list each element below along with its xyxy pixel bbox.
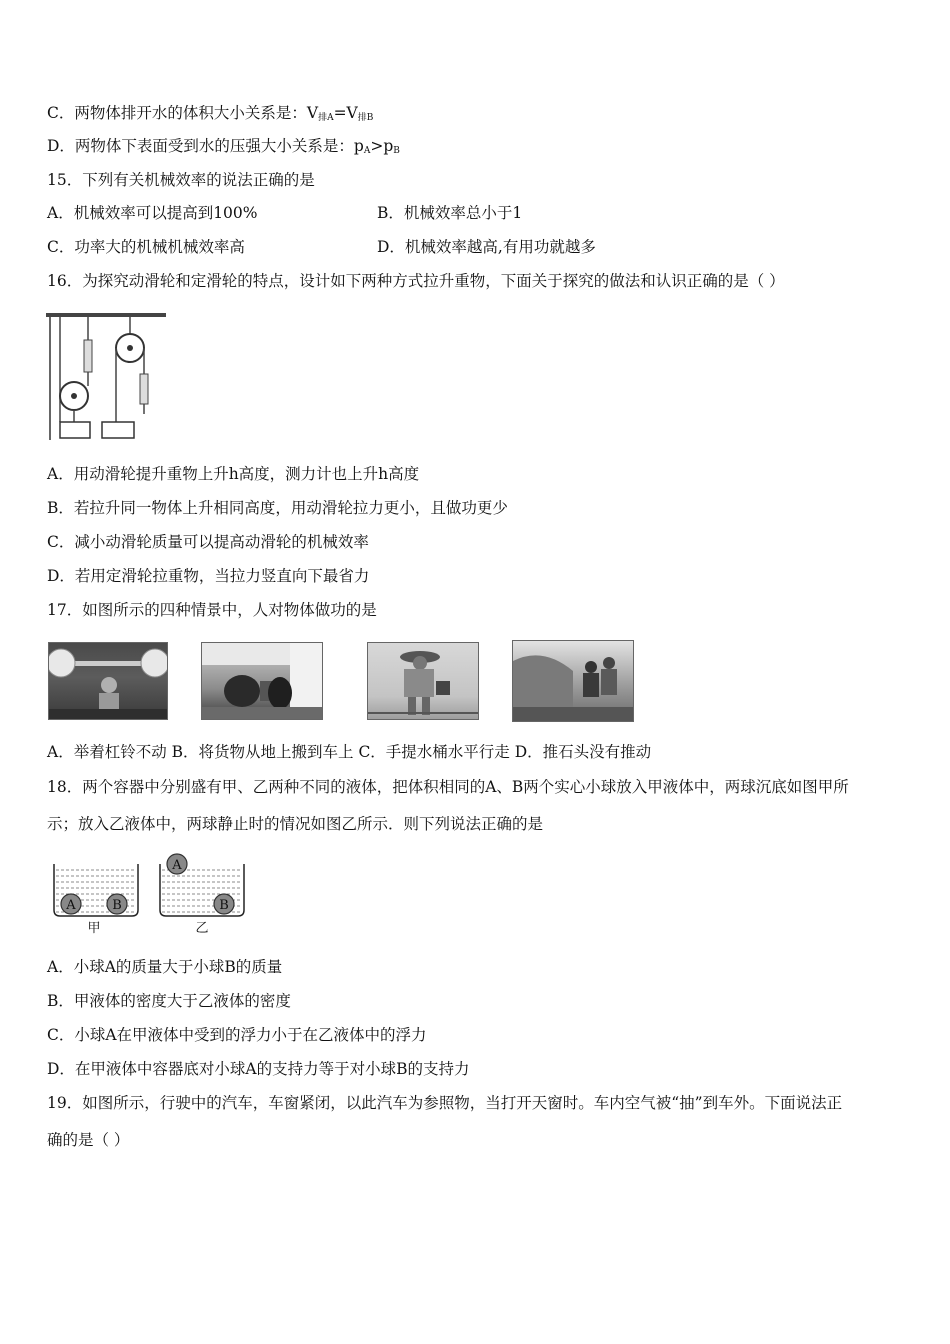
- q18-stem-line1: 18．两个容器中分别盛有甲、乙两种不同的液体，把体积相同的A、B两个实心小球放入甲液体中，两球沉底如图甲所: [47, 778, 849, 796]
- q14-option-d: D．两物体下表面受到水的压强大小关系是：$p_A>p_B$: [47, 137, 400, 156]
- ball-b-label-yi: B: [219, 898, 229, 913]
- pulley-ceiling-beam: [46, 313, 166, 317]
- q18-option-d: D．在甲液体中容器底对小球A的支持力等于对小球B的支持力: [47, 1060, 470, 1078]
- q17-options: A．举着杠铃不动 B．将货物从地上搬到车上 C．手提水桶水平行走 D．推石头没有推动: [47, 743, 652, 761]
- q15-option-c: C．功率大的机械机械效率高: [47, 238, 245, 256]
- q16-option-b: B．若拉升同一物体上升相同高度，用动滑轮拉力更小，且做功更少: [47, 499, 508, 517]
- q18-option-c: C．小球A在甲液体中受到的浮力小于在乙液体中的浮力: [47, 1026, 427, 1044]
- q15-option-a: A．机械效率可以提高到100%: [47, 204, 258, 222]
- photo-lifting-goods: [201, 642, 323, 720]
- weight-block-right: [102, 422, 134, 438]
- photo-pushing-rock: [512, 640, 634, 722]
- label-jia: 甲: [87, 921, 101, 936]
- photo-carrying-bucket: [367, 642, 479, 720]
- q18-option-a: A．小球A的质量大于小球B的质量: [47, 958, 283, 976]
- q16-option-d: D．若用定滑轮拉重物，当拉力竖直向下最省力: [47, 567, 370, 585]
- q16-option-a: A．用动滑轮提升重物上升h高度，测力计也上升h高度: [47, 465, 420, 483]
- photo-lifting-goods-drawing: [202, 643, 322, 719]
- q18-stem-line2: 示；放入乙液体中，两球静止时的情况如图乙所示．则下列说法正确的是: [47, 815, 544, 833]
- q19-stem-line2: 确的是（ ）: [47, 1131, 130, 1149]
- container-yi: [160, 854, 244, 936]
- q15-stem: 15．下列有关机械效率的说法正确的是: [47, 171, 315, 189]
- q15-option-b: B．机械效率总小于1: [377, 204, 523, 222]
- spring-scale-right: [140, 374, 148, 404]
- q16-stem: 16．为探究动滑轮和定滑轮的特点，设计如下两种方式拉升重物，下面关于探究的做法和认识正确的是（ ）: [47, 272, 785, 290]
- photo-barbell-drawing: [49, 643, 167, 719]
- containers-figure: [50, 850, 250, 940]
- ball-a-label-jia: A: [66, 898, 76, 913]
- q16-option-c: C．减小动滑轮质量可以提高动滑轮的机械效率: [47, 533, 369, 551]
- movable-pulley-axle: [71, 393, 77, 399]
- fixed-pulley-axle: [127, 345, 133, 351]
- label-yi: 乙: [195, 921, 209, 936]
- photo-barbell: [48, 642, 168, 720]
- q15-option-d: D．机械效率越高,有用功就越多: [377, 238, 596, 256]
- container-jia: [54, 864, 138, 936]
- q18-option-b: B．甲液体的密度大于乙液体的密度: [47, 992, 291, 1010]
- photo-carrying-bucket-drawing: [368, 643, 478, 719]
- pulley-figure: [46, 310, 166, 442]
- photo-pushing-rock-drawing: [513, 641, 633, 721]
- weight-block-left: [60, 422, 90, 438]
- spring-scale-left: [84, 340, 92, 372]
- ball-b-label-jia: B: [112, 898, 122, 913]
- ball-a-label-yi: A: [172, 858, 182, 873]
- q19-stem-line1: 19．如图所示，行驶中的汽车，车窗紧闭，以此汽车为参照物，当打开天窗时。车内空气被“抽”到车外。下面说法正: [47, 1094, 843, 1112]
- q17-stem: 17．如图所示的四种情景中，人对物体做功的是: [47, 601, 377, 619]
- q14-option-c: C．两物体排开水的体积大小关系是：$V_{排A}=V_{排B}$: [47, 104, 374, 123]
